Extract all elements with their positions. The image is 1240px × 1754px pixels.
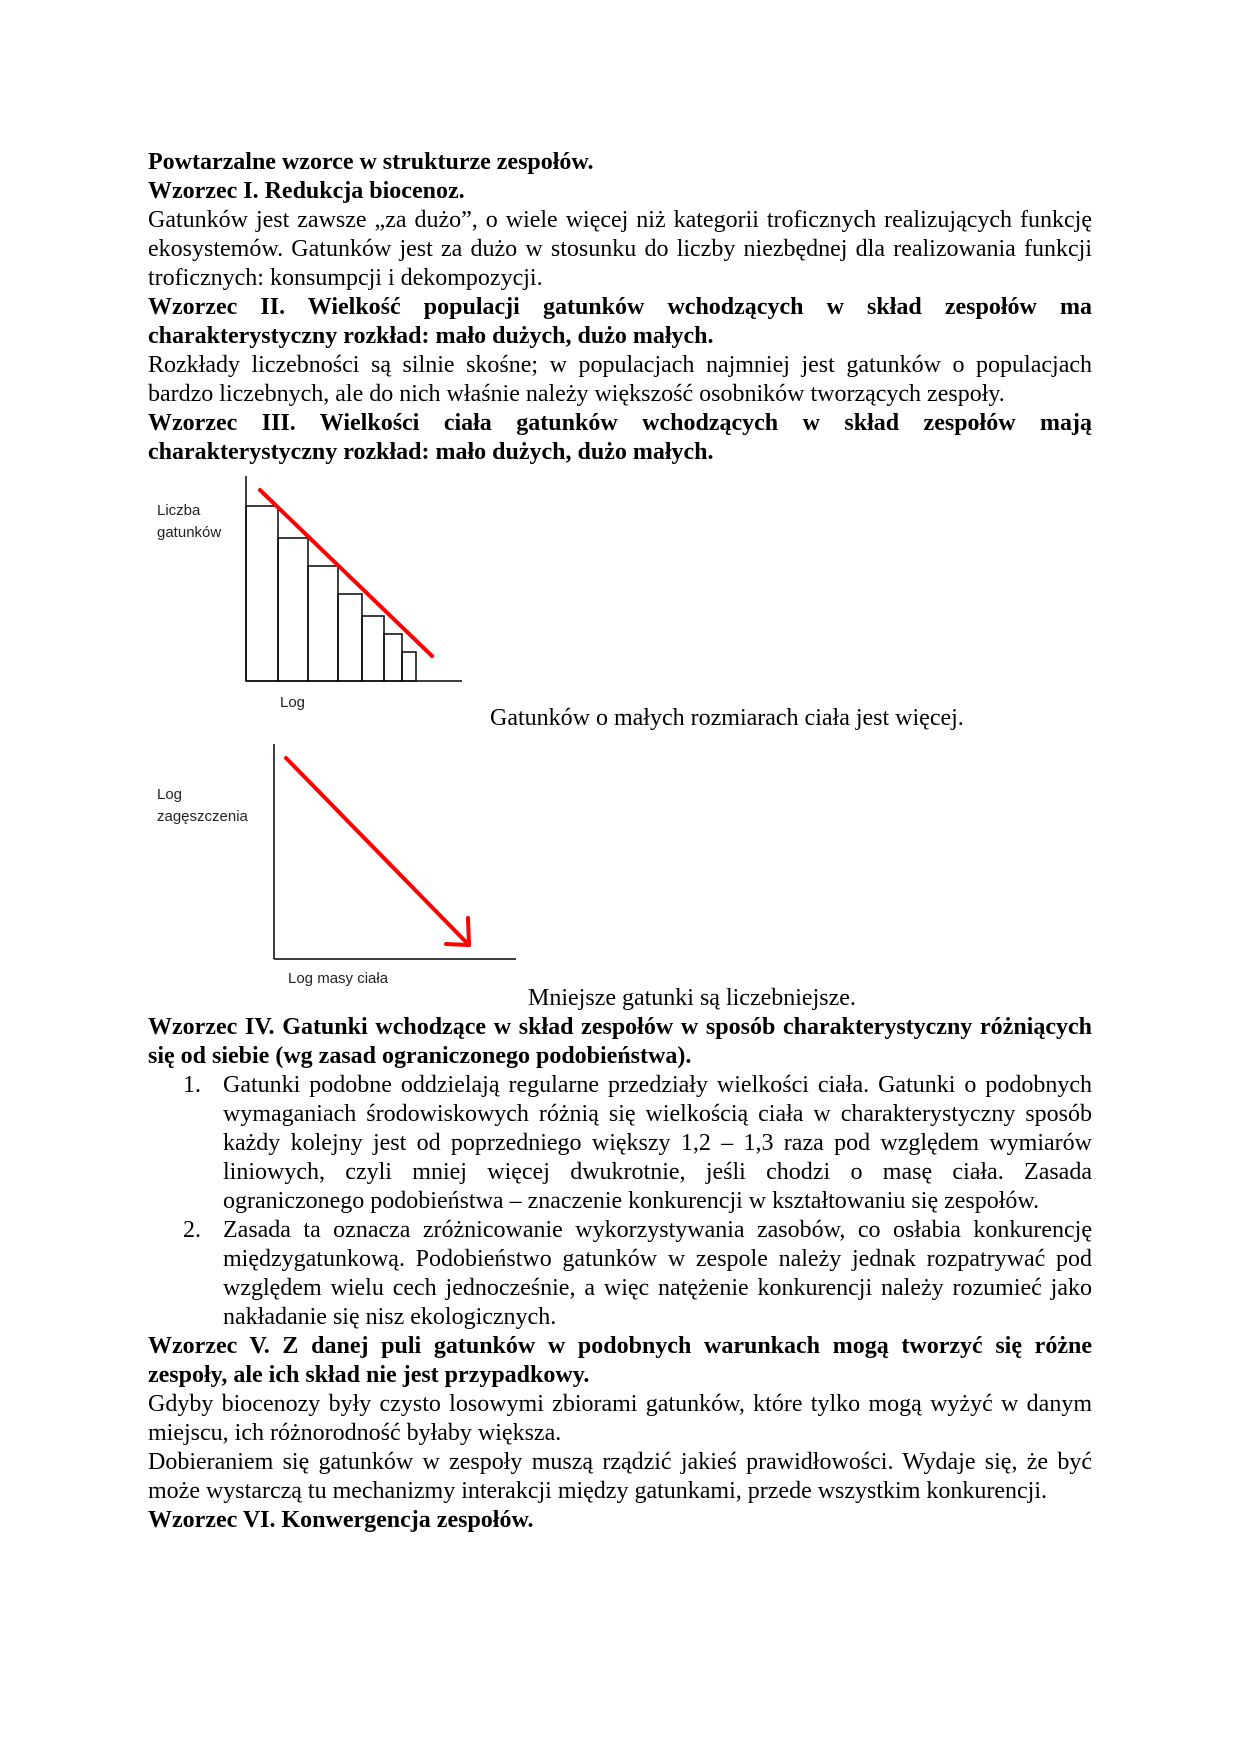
figure-species-count bbox=[150, 470, 470, 720]
list-item-number: 1. bbox=[183, 1072, 201, 1098]
figure-density-mass bbox=[150, 742, 530, 992]
wzorzec-2-title: Wzorzec II. Wielkość populacji gatunków wchodzących w skład zespołów ma charakterystyczny rozkład: mało dużych, dużo małych. bbox=[148, 294, 1092, 349]
fig1-caption: Gatunków o małych rozmiarach ciała jest więcej. bbox=[490, 705, 964, 731]
fig1-bar bbox=[384, 634, 402, 681]
fig2-ylabel-line1: Log bbox=[157, 786, 183, 803]
fig1-bar bbox=[402, 652, 416, 681]
fig1-bar bbox=[246, 506, 278, 681]
wzorzec-2-text: Rozkłady liczebności są silnie skośne; w populacjach najmniej jest gatunków o populacjach bardzo liczebnych, ale do nich właśnie należy większość osobników tworzących zespoły. bbox=[148, 352, 1092, 407]
fig2-ylabel-line2: zagęszczenia bbox=[157, 808, 248, 825]
fig1-ylabel-line2: gatunków bbox=[157, 524, 222, 541]
wzorzec-4-list bbox=[148, 1071, 1092, 1332]
wzorzec-6-title: Wzorzec VI. Konwergencja zespołów. bbox=[148, 1507, 534, 1533]
list-item-number: 2. bbox=[183, 1217, 201, 1243]
list-item bbox=[183, 1216, 1092, 1332]
document-heading: Powtarzalne wzorce w strukturze zespołów. bbox=[148, 149, 594, 175]
list-item bbox=[183, 1071, 1092, 1216]
fig1-bar bbox=[308, 566, 338, 681]
wzorzec-4-title: Wzorzec IV. Gatunki wchodzące w skład zespołów w sposób charakterystyczny różniących się od siebie (wg zasad ograniczonego podobieństwa). bbox=[148, 1014, 1092, 1069]
fig1-bar bbox=[338, 594, 362, 681]
wzorzec-5-title: Wzorzec V. Z danej puli gatunków w podobnych warunkach mogą tworzyć się różne zespoły, ale ich skład nie jest przypadkowy. bbox=[148, 1333, 1092, 1388]
wzorzec-1-title: Wzorzec I. Redukcja biocenoz. bbox=[148, 178, 465, 204]
list-item-text: Zasada ta oznacza zróżnicowanie wykorzystywania zasobów, co osłabia konkurencję międzygatunkową. Podobieństwo gatunków w zespole należy jednak rozpatrywać pod względem wielu cech jednocześnie, a więc natężenie konkurencji należy rozumieć jako nakładanie się nisz ekologicznych. bbox=[223, 1217, 1092, 1330]
list-item-text: Gatunki podobne oddzielają regularne przedziały wielkości ciała. Gatunki o podobnych wymaganiach środowiskowych różnią się wielkością ciała w charakterystyczny sposób każdy kolejny jest od poprzedniego większy 1,2 – 1,3 raza pod względem wymiarów liniowych, czyli mniej więcej dwukrotnie, jeśli chodzi o masę ciała. Zasada ograniczonego podobieństwa – znaczenie konkurencji w kształtowaniu się zespołów. bbox=[223, 1072, 1092, 1214]
fig2-plot bbox=[150, 742, 530, 967]
wzorzec-5-text-1: Gdyby biocenozy były czysto losowymi zbiorami gatunków, które tylko mogą wyżyć w danym miejscu, ich różnorodność byłaby większa. bbox=[148, 1391, 1092, 1446]
text-section-bottom bbox=[148, 1013, 1092, 1535]
wzorzec-1-text: Gatunków jest zawsze „za dużo”, o wiele więcej niż kategorii troficznych realizujących funkcję ekosystemów. Gatunków jest za dużo w stosunku do liczby niezbędnej dla realizowania funkcji troficznych: konsumpcji i dekompozycji. bbox=[148, 207, 1092, 291]
fig1-xlabel: Log bbox=[280, 694, 306, 711]
fig2-caption: Mniejsze gatunki są liczebniejsze. bbox=[528, 985, 856, 1011]
fig1-ylabel-line1: Liczba bbox=[157, 502, 201, 519]
fig1-bar bbox=[278, 538, 308, 681]
text-section-top bbox=[148, 148, 1092, 467]
fig2-xlabel: Log masy ciała bbox=[288, 970, 389, 987]
wzorzec-5-text-2: Dobieraniem się gatunków w zespoły muszą rządzić jakieś prawidłowości. Wydaje się, że być może wystarczą tu mechanizmy interakcji między gatunkami, przede wszystkim konkurencji. bbox=[148, 1449, 1092, 1504]
fig1-trend-line bbox=[260, 490, 432, 656]
fig1-bars bbox=[150, 470, 470, 700]
fig1-bar bbox=[362, 616, 384, 681]
fig2-trend-arrow-shaft bbox=[286, 758, 468, 944]
wzorzec-3-title: Wzorzec III. Wielkości ciała gatunków wchodzących w skład zespołów mają charakterystyczny rozkład: mało dużych, dużo małych. bbox=[148, 410, 1092, 465]
